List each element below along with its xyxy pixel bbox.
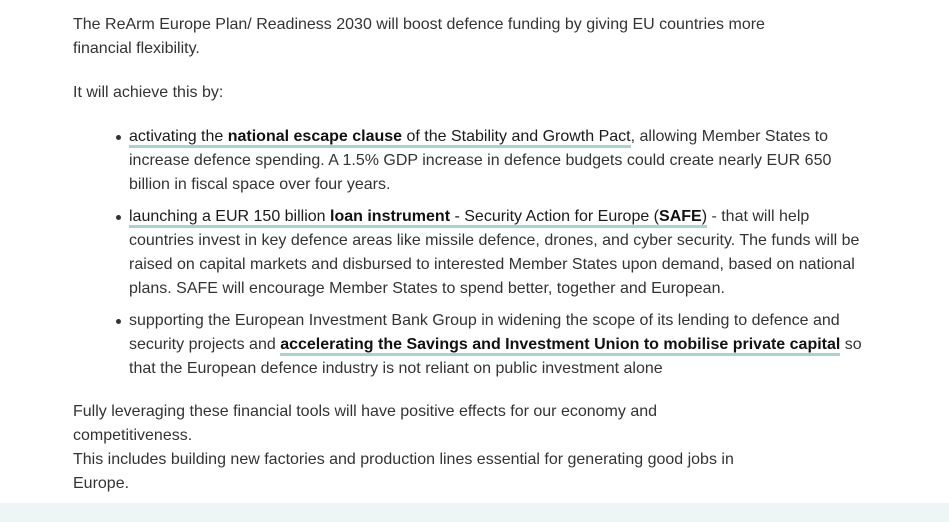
safe-loan-link[interactable]: launching a EUR 150 billion loan instrument - Security Action for Europe (SAFE) (129, 208, 707, 228)
escape-clause-link[interactable]: activating the national escape clause of the Stability and Growth Pact (129, 128, 631, 148)
bold-term: SAFE (659, 208, 702, 225)
footer-band (0, 503, 949, 522)
bold-term: loan instrument (330, 208, 451, 225)
outro-paragraph: Fully leveraging these financial tools will have positive effects for our economy and competitiveness. This includes building new factories and production lines essential for generating good jobs in Europe. (73, 403, 734, 492)
article-body (73, 13, 863, 496)
savings-union-link[interactable] (280, 336, 840, 356)
list-item: launching a EUR 150 billion loan instrument - Security Action for Europe (SAFE) - that will help countries invest in key defence areas like missile defence, drones, and cyber security. The funds will be raised on capital markets and disbursed to interested Member States upon demand, based on national plans. SAFE will encourage Member States to spend better, together and European. (129, 205, 863, 301)
bold-term: national escape clause (227, 128, 403, 145)
lead-paragraph: It will achieve this by: (73, 84, 224, 101)
measures-list (73, 125, 863, 381)
intro-paragraph: The ReArm Europe Plan/ Readiness 2030 will boost defence funding by giving EU countries more financial flexibility. (73, 16, 765, 57)
list-item: activating the national escape clause of the Stability and Growth Pact, allowing Member States to increase defence spending. A 1.5% GDP increase in defence budgets could create nearly EUR 650 billion in fiscal space over four years. (129, 125, 863, 197)
bold-term: accelerating the Savings and Investment Union to mobilise private capital (280, 336, 841, 353)
list-item: supporting the European Investment Bank Group in widening the scope of its lending to defence and security projects and accelerating the Savings and Investment Union to mobilise private capital so that the European defence industry is not reliant on public investment alone (129, 309, 863, 381)
